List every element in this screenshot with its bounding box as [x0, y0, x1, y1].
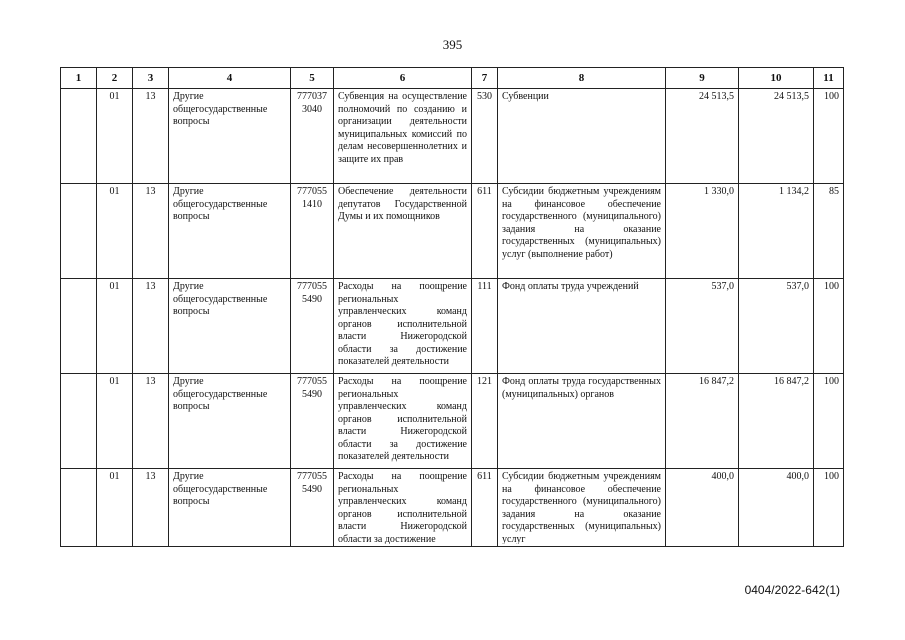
cell-expense-code: 121 — [472, 374, 498, 469]
cell-target-name: Обеспечение деятельности депутатов Государственной Думы и их помощников — [334, 184, 472, 279]
header-cell: 7 — [472, 68, 498, 89]
cell-section: 01 — [97, 184, 133, 279]
cell-expense-code: 111 — [472, 279, 498, 374]
cell-planned: 16 847,2 — [666, 374, 739, 469]
cell-executed: 24 513,5 — [739, 89, 814, 184]
cell-subsection-name: Другие общегосударственные вопросы — [169, 279, 291, 374]
cell-expense-code: 611 — [472, 184, 498, 279]
cell-planned: 1 330,0 — [666, 184, 739, 279]
cell-subsection-name: Другие общегосударственные вопросы — [169, 89, 291, 184]
table-row — [61, 279, 844, 374]
cell-expense-name: Субсидии бюджетным учреждениям на финансовое обеспечение государственного (муниципального) задания на оказание государственных (муниципальных) услуг (выполнение работ) — [498, 184, 666, 279]
cell-executed: 537,0 — [739, 279, 814, 374]
cell-expense-code: 530 — [472, 89, 498, 184]
cell-planned: 24 513,5 — [666, 89, 739, 184]
cell-expense-name: Субвенции — [498, 89, 666, 184]
cell-subsection: 13 — [133, 184, 169, 279]
header-cell: 5 — [291, 68, 334, 89]
header-cell: 6 — [334, 68, 472, 89]
document-code: 0404/2022-642(1) — [744, 583, 840, 597]
header-cell: 4 — [169, 68, 291, 89]
cell-section: 01 — [97, 279, 133, 374]
cell-empty — [61, 279, 97, 374]
header-cell: 1 — [61, 68, 97, 89]
table-row — [61, 89, 844, 184]
cell-empty — [61, 89, 97, 184]
cell-percent: 100 — [814, 374, 844, 469]
cell-subsection: 13 — [133, 89, 169, 184]
cell-executed: 1 134,2 — [739, 184, 814, 279]
cell-percent: 100 — [814, 469, 844, 547]
header-cell: 10 — [739, 68, 814, 89]
cell-subsection-name: Другие общегосударственные вопросы — [169, 374, 291, 469]
table-header-row — [61, 68, 844, 89]
cell-section: 01 — [97, 89, 133, 184]
cell-expense-code: 611 — [472, 469, 498, 547]
cell-text-clip: Субсидии бюджетным учреждениям на финансовое обеспечение государственного (муниципального) задания на оказание государственных (муниципальных) услуг — [502, 471, 661, 544]
cell-target-name: Расходы на поощрение региональных управленческих команд органов исполнительной власти Нижегородской области за достижение показателей деятельности — [334, 374, 472, 469]
cell-empty — [61, 184, 97, 279]
cell-percent: 85 — [814, 184, 844, 279]
cell-section: 01 — [97, 374, 133, 469]
cell-percent: 100 — [814, 89, 844, 184]
header-cell: 11 — [814, 68, 844, 89]
header-cell: 9 — [666, 68, 739, 89]
table-row — [61, 184, 844, 279]
cell-subsection: 13 — [133, 279, 169, 374]
cell-subsection: 13 — [133, 469, 169, 547]
cell-target-code: 777055 5490 — [291, 279, 334, 374]
page-number: 395 — [442, 37, 463, 52]
header-cell: 3 — [133, 68, 169, 89]
header-cell: 2 — [97, 68, 133, 89]
cell-empty — [61, 469, 97, 547]
cell-target-name — [334, 469, 472, 547]
budget-table — [60, 67, 844, 547]
cell-target-code: 777055 5490 — [291, 374, 334, 469]
table-row — [61, 469, 844, 547]
cell-expense-name — [498, 469, 666, 547]
cell-expense-name: Фонд оплаты труда государственных (муниципальных) органов — [498, 374, 666, 469]
cell-executed: 400,0 — [739, 469, 814, 547]
cell-target-name: Расходы на поощрение региональных управленческих команд органов исполнительной власти Нижегородской области за достижение показателей деятельности — [334, 279, 472, 374]
cell-section: 01 — [97, 469, 133, 547]
cell-planned: 537,0 — [666, 279, 739, 374]
cell-percent: 100 — [814, 279, 844, 374]
cell-subsection: 13 — [133, 374, 169, 469]
cell-expense-name: Фонд оплаты труда учреждений — [498, 279, 666, 374]
cell-target-code: 777055 5490 — [291, 469, 334, 547]
cell-target-code: 777037 3040 — [291, 89, 334, 184]
cell-subsection-name: Другие общегосударственные вопросы — [169, 469, 291, 547]
cell-text-clip: Расходы на поощрение региональных управленческих команд органов исполнительной власти Нижегородской области за достижение — [338, 471, 467, 544]
cell-empty — [61, 374, 97, 469]
header-cell: 8 — [498, 68, 666, 89]
cell-subsection-name: Другие общегосударственные вопросы — [169, 184, 291, 279]
cell-target-name: Субвенция на осуществление полномочий по созданию и организации деятельности муниципальных комиссий по делам несовершеннолетних и защите их прав — [334, 89, 472, 184]
table-row — [61, 374, 844, 469]
cell-target-code: 777055 1410 — [291, 184, 334, 279]
cell-planned: 400,0 — [666, 469, 739, 547]
cell-executed: 16 847,2 — [739, 374, 814, 469]
